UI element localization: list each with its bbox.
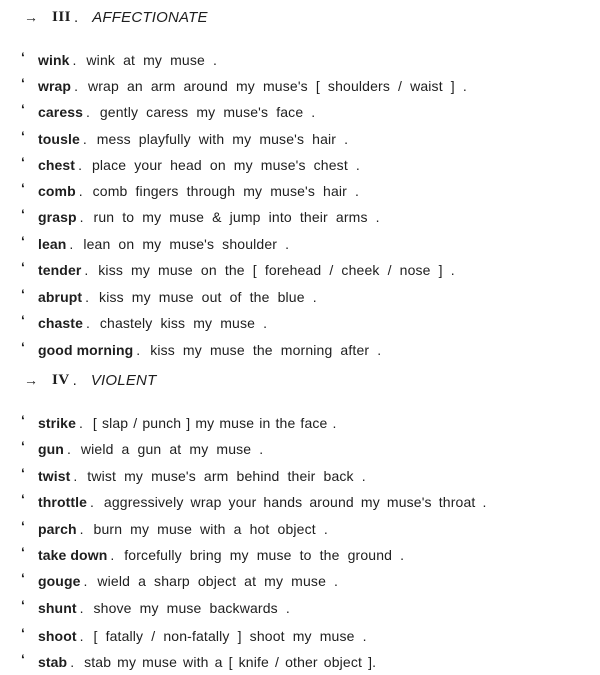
bullet-icon: ‘ [21,438,25,454]
list-item [21,413,337,433]
item-term-dot: . [69,236,74,252]
item-description: wield a sharp object at my muse . [97,573,339,589]
arrow-right-icon: → [24,372,38,388]
item-description: chastely kiss my muse . [99,315,268,331]
item-term: lean [38,236,67,252]
list-item [21,260,455,280]
bullet-icon: ‘ [21,101,25,117]
bullet-icon: ‘ [21,597,25,613]
item-description: gently caress my muse's face . [99,104,316,120]
item-term-dot: . [79,628,84,644]
list-item [21,466,366,486]
item-description: wield a gun at my muse . [80,441,264,457]
bullet-icon: ‘ [21,339,25,355]
bullet-icon: ‘ [21,412,25,428]
item-description: [ fatally / non-fatally ] shoot my muse . [93,628,367,644]
section-header-affectionate [24,6,208,28]
item-description: kiss my muse the morning after . [150,342,382,358]
item-term: comb [38,183,76,199]
list-item [21,545,404,565]
section-header-violent [24,369,156,391]
item-term: abrupt [38,289,83,305]
list-item [21,102,315,122]
bullet-icon: ‘ [21,154,25,170]
bullet-icon: ‘ [21,491,25,507]
bullet-icon: ‘ [21,286,25,302]
item-term-dot: . [79,521,84,537]
item-description: lean on my muse's shoulder . [83,236,290,252]
item-term-dot: . [84,262,89,278]
item-term-dot: . [78,183,83,199]
bullet-icon: ‘ [21,625,25,641]
item-term: take down [38,547,108,563]
item-term-dot: . [74,78,78,94]
item-description: aggressively wrap your hands around my muse's throat . [103,494,487,510]
item-term: gun [38,441,64,457]
item-term: shoot [38,628,77,644]
item-term: wrap [38,78,72,94]
list-item [21,340,381,360]
list-item [21,76,467,96]
item-term: stab [38,654,68,670]
item-term-dot: . [78,157,82,173]
arrow-right-icon: → [24,9,38,25]
item-description: comb fingers through my muse's hair . [92,183,360,199]
list-item [21,519,328,539]
item-term-dot: . [85,104,90,120]
item-term: good morning [38,342,134,358]
item-description: run to my muse & jump into their arms . [93,209,380,225]
item-term: caress [38,104,83,120]
list-item [21,155,360,175]
list-item [21,652,376,672]
item-term-dot: . [83,573,88,589]
item-description: forcefully bring my muse to the ground . [124,547,405,563]
list-item [21,287,317,307]
section-numeral: IV [52,371,70,388]
list-item [21,181,359,201]
bullet-icon: ‘ [21,49,25,65]
item-term: gouge [38,573,81,589]
section-title: VIOLENT [90,371,157,389]
item-term: tender [38,262,82,278]
item-description: [ slap / punch ] my muse in the face . [92,415,337,431]
bullet-icon: ‘ [21,75,25,91]
item-description: twist my muse's arm behind their back . [87,468,366,484]
list-item [21,129,348,149]
item-term-dot: . [78,415,83,431]
item-term: twist [38,468,71,484]
item-term: throttle [38,494,88,510]
list-item [21,492,487,512]
item-term-dot: . [110,547,115,563]
item-description: mess playfully with my muse's hair . [96,131,349,147]
item-term-dot: . [90,494,94,510]
item-description: wink at my muse . [86,52,217,68]
list-item [21,439,263,459]
item-term-dot: . [72,52,77,68]
bullet-icon: ‘ [21,651,25,667]
list-item [21,571,338,591]
section-title: AFFECTIONATE [92,8,208,26]
item-description: burn my muse with a hot object . [93,521,328,537]
item-term-dot: . [136,342,141,358]
item-description: kiss my muse on the [ forehead / cheek / nose ] . [98,262,455,278]
item-description: stab my muse with a [ knife / other object ]. [84,654,377,670]
list-item [21,234,289,254]
item-term-dot: . [70,654,75,670]
item-term: shunt [38,600,77,616]
list-item [21,50,217,70]
list-item [21,626,367,646]
bullet-icon: ‘ [21,312,25,328]
item-term-dot: . [79,600,84,616]
item-term: strike [38,415,76,431]
item-description: shove my muse backwards . [93,600,290,616]
item-term-dot: . [73,468,78,484]
item-description: place your head on my muse's chest . [91,157,360,173]
bullet-icon: ‘ [21,259,25,275]
item-term: chest [38,157,76,173]
bullet-icon: ‘ [21,570,25,586]
item-term-dot: . [85,289,90,305]
item-term-dot: . [66,441,71,457]
item-term: parch [38,521,77,537]
item-term: grasp [38,209,77,225]
item-term: wink [38,52,70,68]
bullet-icon: ‘ [21,233,25,249]
item-term: chaste [38,315,83,331]
item-term-dot: . [85,315,90,331]
list-item [21,598,290,618]
item-term: tousle [38,131,80,147]
bullet-icon: ‘ [21,180,25,196]
list-item [21,313,267,333]
list-item [21,207,380,227]
section-numeral-dot: . [74,8,79,26]
bullet-icon: ‘ [21,128,25,144]
item-term-dot: . [82,131,87,147]
bullet-icon: ‘ [21,544,25,560]
bullet-icon: ‘ [21,465,25,481]
item-term-dot: . [79,209,84,225]
bullet-icon: ‘ [21,206,25,222]
item-description: kiss my muse out of the blue . [99,289,317,305]
section-numeral: III [52,8,72,25]
bullet-icon: ‘ [21,518,25,534]
item-description: wrap an arm around my muse's [ shoulders / waist ] . [87,78,467,94]
section-numeral-dot: . [72,371,77,389]
